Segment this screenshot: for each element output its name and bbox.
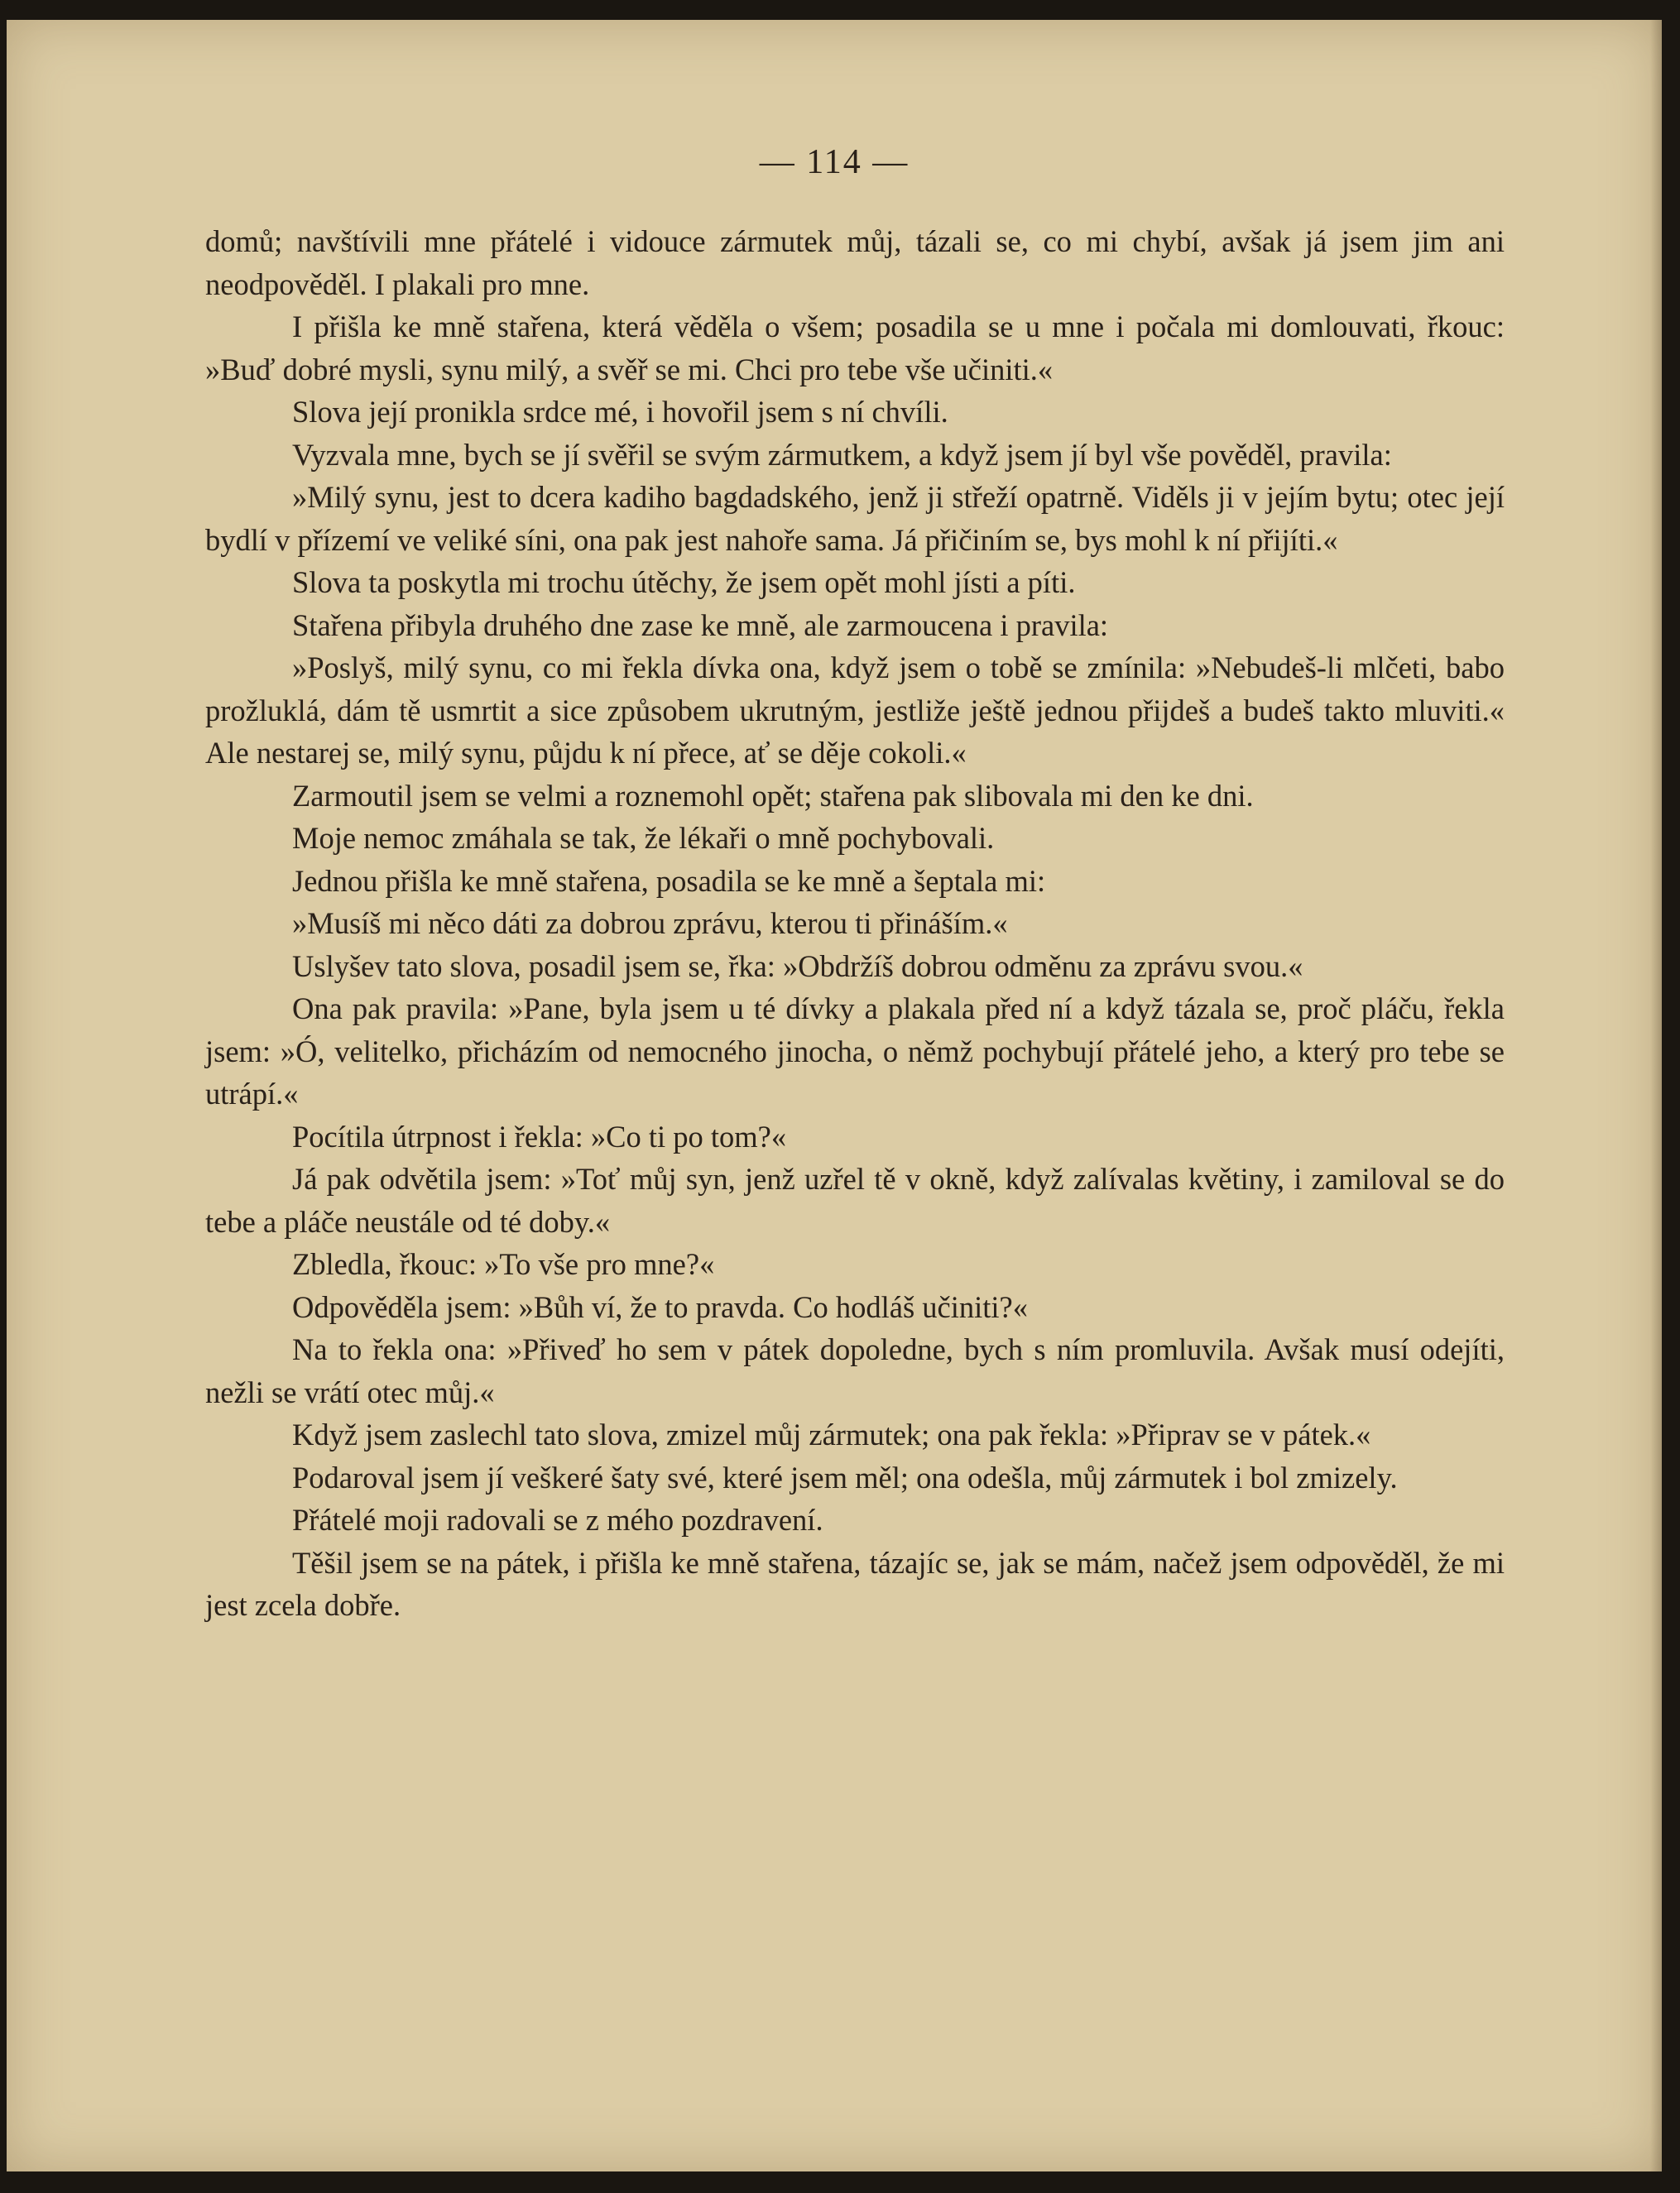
page-number: — 114 —: [759, 143, 910, 181]
paragraph: »Milý synu, jest to dcera kadiho bagdadského, jenž ji střeží opatrně. Viděls ji v jejím bytu; otec její bydlí v přízemí ve veliké síni, ona pak jest nahoře sama. Já přičiním se, bys mohl k ní přijíti.«: [205, 480, 1505, 557]
paragraph: Ona pak pravila: »Pane, byla jsem u té dívky a plakala před ní a když tázala se, proč pláču, řekla jsem: »Ó, velitelko, přicházím od nemocného jinocha, o němž pochybují přátelé jeho, a který pro tebe se utrápí.«: [205, 991, 1505, 1111]
paragraph: Jednou přišla ke mně stařena, posadila se ke mně a šeptala mi:: [292, 863, 1046, 898]
paragraph: Odpověděla jsem: »Bůh ví, že to pravda. Co hodláš učiniti?«: [292, 1289, 1028, 1324]
paragraph: Slova její pronikla srdce mé, i hovořil jsem s ní chvíli.: [292, 395, 948, 429]
paragraph: I přišla ke mně stařena, která věděla o všem; posadila se u mne i počala mi domlouvati, řkouc: »Buď dobré mysli, synu milý, a svěř se mi. Chci pro tebe vše učiniti.«: [205, 310, 1505, 386]
paragraph: Uslyšev tato slova, posadil jsem se, řka: »Obdržíš dobrou odměnu za zprávu svou.«: [292, 948, 1303, 983]
paragraph: Já pak odvětila jsem: »Toť můj syn, jenž uzřel tě v okně, když zalívalas květiny, i zamiloval se do tebe a pláče neustále od té doby.«: [205, 1162, 1505, 1239]
paragraph: Moje nemoc zmáhala se tak, že lékaři o mně pochybovali.: [292, 821, 995, 855]
paragraph: Přátelé moji radovali se z mého pozdravení.: [292, 1503, 823, 1537]
paragraph: »Poslyš, milý synu, co mi řekla dívka ona, když jsem o tobě se zmínila: »Nebudeš-li mlčeti, babo prožluklá, dám tě usmrtit a sice způsobem ukrutným, jestliže ještě jednou přijdeš a budeš takto mluviti.« Ale nestarej se, milý synu, půjdu k ní přece, ať se děje cokoli.«: [205, 650, 1505, 770]
paragraph: Vyzvala mne, bych se jí svěřil se svým zármutkem, a když jsem jí byl vše pověděl, pravila:: [292, 437, 1392, 472]
scanned-page: [7, 20, 1662, 2171]
paragraph: Stařena přibyla druhého dne zase ke mně, ale zarmoucena i pravila:: [292, 607, 1109, 642]
paragraph: Těšil jsem se na pátek, i přišla ke mně stařena, tázajíc se, jak se mám, načež jsem odpověděl, že mi jest zcela dobře.: [205, 1545, 1505, 1622]
paragraph: Pocítila útrpnost i řekla: »Co ti po tom?«: [292, 1119, 787, 1154]
paragraph: Slova ta poskytla mi trochu útěchy, že jsem opět mohl jísti a píti.: [292, 565, 1076, 599]
paragraph: Na to řekla ona: »Přiveď ho sem v pátek dopoledne, bych s ním promluvila. Avšak musí odejíti, nežli se vrátí otec můj.«: [205, 1332, 1505, 1409]
paragraph: »Musíš mi něco dáti za dobrou zprávu, kterou ti přináším.«: [292, 906, 1008, 940]
paragraph: Zbledla, řkouc: »To vše pro mne?«: [292, 1247, 715, 1281]
body-text: [205, 220, 1505, 1627]
paragraph: Podaroval jsem jí veškeré šaty své, které jsem měl; ona odešla, můj zármutek i bol zmizely.: [292, 1460, 1398, 1495]
paragraph: Zarmoutil jsem se velmi a roznemohl opět; stařena pak slibovala mi den ke dni.: [292, 778, 1254, 813]
paragraph: domů; navštívili mne přátelé i vidouce zármutek můj, tázali se, co mi chybí, avšak já jsem jim ani neodpověděl. I plakali pro mne.: [205, 224, 1505, 301]
paragraph: Když jsem zaslechl tato slova, zmizel můj zármutek; ona pak řekla: »Připrav se v pátek.«: [292, 1418, 1371, 1452]
page-edge-shadow: [1650, 20, 1662, 2171]
